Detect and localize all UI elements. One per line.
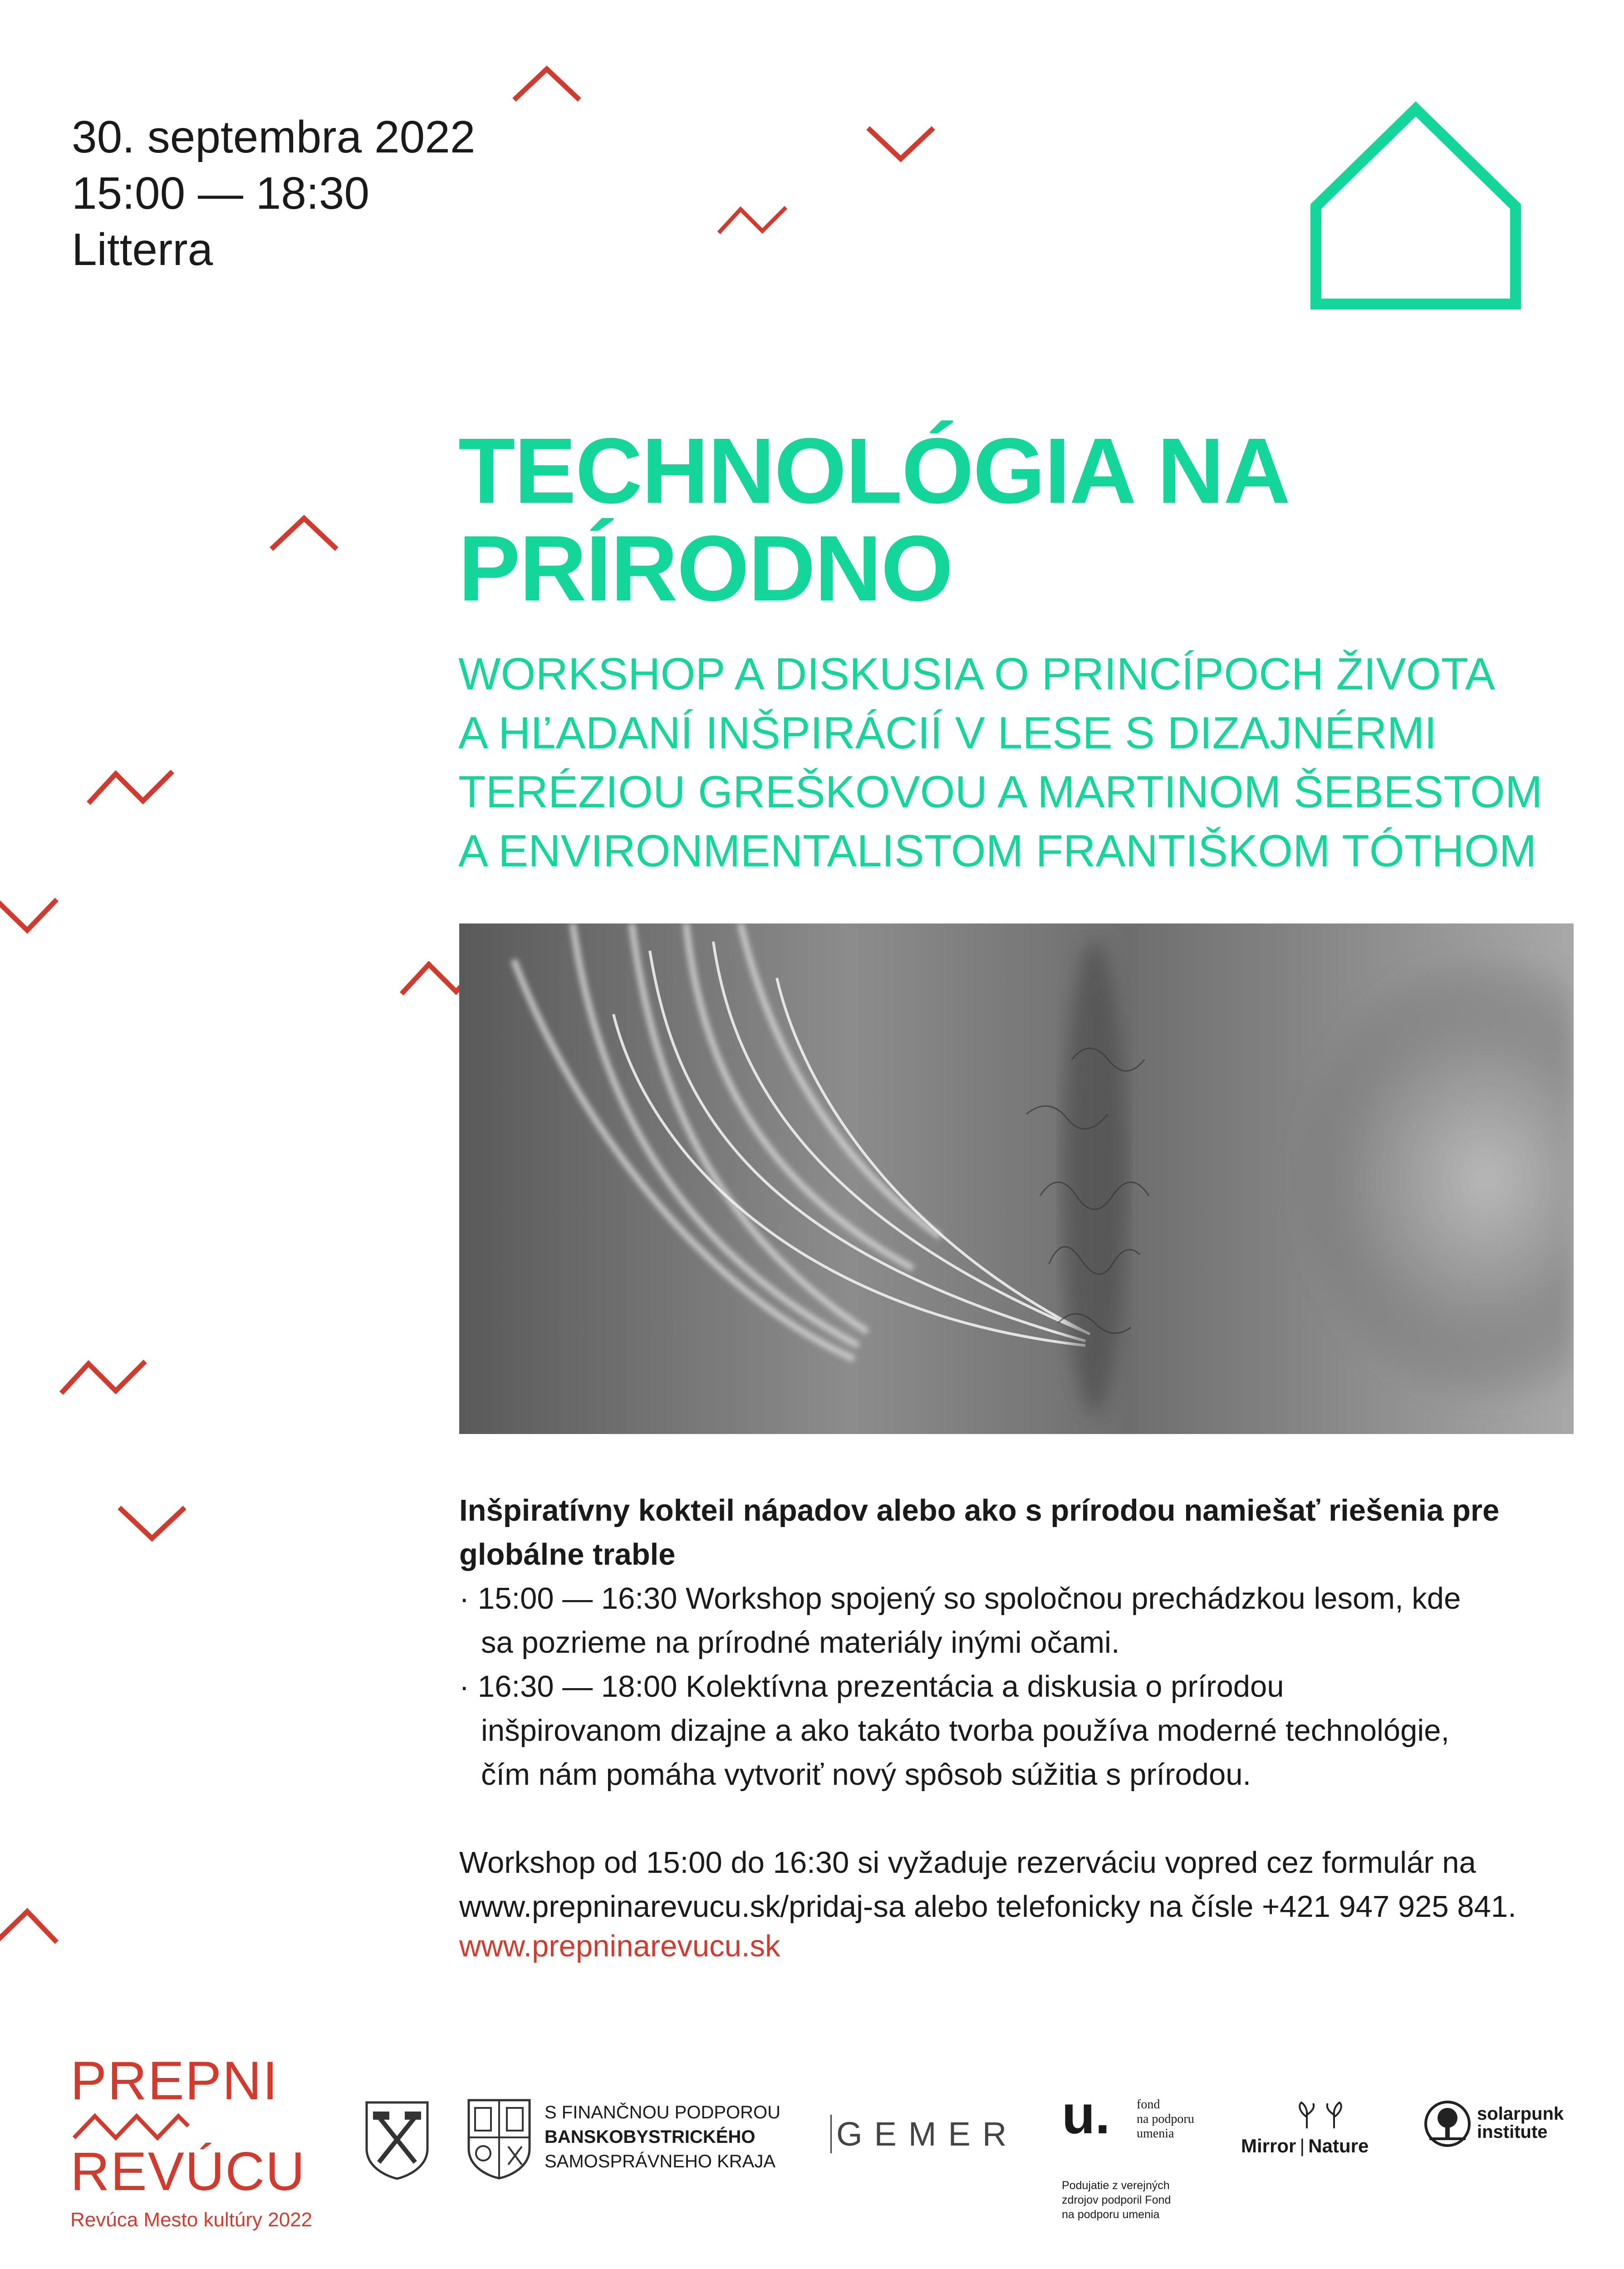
program-item-2-line-3: čím nám pomáha vytvoriť nový spôsob súžitia s prírodou. bbox=[481, 1758, 1251, 1792]
fond-logo-text bbox=[1137, 2097, 1194, 2141]
program-item-2 bbox=[459, 1665, 1594, 1797]
fond-line-1: fond bbox=[1137, 2097, 1160, 2112]
subtitle bbox=[458, 644, 1542, 880]
mirror-word: Mirror bbox=[1241, 2135, 1296, 2156]
logo-zigzag-icon bbox=[72, 2110, 190, 2141]
fond-note-3: na podporu umenia bbox=[1062, 2208, 1160, 2221]
reservation-line-2: www.prepninarevucu.sk/pridaj-sa alebo telefonicky na čísle +421 947 925 841. bbox=[459, 1890, 1516, 1924]
regional-support-text bbox=[545, 2100, 780, 2174]
page-title bbox=[458, 419, 1290, 620]
logo-word-prepni: PREPNI bbox=[70, 2050, 279, 2111]
fond-note-2: zdrojov podporil Fond bbox=[1062, 2194, 1171, 2206]
subtitle-line-1: WORKSHOP A DISKUSIA O PRINCÍPOCH ŽIVOTA bbox=[458, 648, 1495, 699]
prepni-revucu-logo bbox=[70, 2050, 324, 2231]
region-line-3: SAMOSPRÁVNEHO KRAJA bbox=[545, 2151, 776, 2171]
gemer-logo: GEMER bbox=[830, 2115, 1018, 2153]
nature-photo bbox=[459, 923, 1574, 1434]
subtitle-line-3: TERÉZIOU GREŠKOVOU A MARTINOM ŠEBESTOM bbox=[458, 766, 1543, 817]
fond-logo-letter: u. bbox=[1062, 2084, 1110, 2145]
website-link[interactable]: www.prepninarevucu.sk bbox=[459, 1929, 780, 1963]
title-line-1: TECHNOLÓGIA NA bbox=[458, 419, 1290, 523]
program-item-1-line-2: sa pozrieme na prírodné materiály inými očami. bbox=[481, 1626, 1120, 1660]
event-time: 15:00 — 18:30 bbox=[72, 168, 370, 219]
zigzag-icon bbox=[717, 200, 790, 241]
solarpunk-tree-icon bbox=[1423, 2099, 1472, 2149]
zigzag-icon bbox=[59, 1357, 150, 1398]
chevron-down-icon bbox=[116, 1502, 188, 1543]
solarpunk-logo bbox=[1477, 2105, 1564, 2141]
subtitle-line-2: A HĽADANÍ INŠPIRÁCIÍ V LESE S DIZAJNÉRMI bbox=[458, 707, 1437, 758]
nature-word: Nature bbox=[1308, 2135, 1369, 2156]
chevron-down-icon bbox=[0, 894, 59, 935]
solarpunk-line-2: institute bbox=[1477, 2122, 1548, 2142]
program-item-1 bbox=[459, 1577, 1594, 1665]
zigzag-icon bbox=[86, 767, 177, 808]
fond-support-note bbox=[1062, 2178, 1171, 2222]
bbsk-coat-of-arms-icon bbox=[465, 2097, 533, 2181]
lead-line-1: Inšpiratívny kokteil nápadov alebo ako s prírodou namiešať riešenia pre bbox=[459, 1493, 1500, 1527]
fibres-image bbox=[459, 923, 1574, 1434]
revuca-coat-of-arms-icon bbox=[363, 2099, 431, 2181]
title-line-2: PRÍRODNO bbox=[458, 516, 952, 620]
chevron-up-icon bbox=[510, 64, 583, 104]
reservation-line-1: Workshop od 15:00 do 16:30 si vyžaduje rezerváciu vopred cez formulár na bbox=[459, 1846, 1476, 1880]
region-line-1: S FINANČNOU PODPOROU bbox=[545, 2102, 781, 2122]
fond-note-1: Podujatie z verejných bbox=[1062, 2179, 1170, 2192]
chevron-down-icon bbox=[864, 123, 937, 163]
mirror-nature-logo: Mirror | Nature bbox=[1241, 2135, 1369, 2156]
subtitle-line-4: A ENVIRONMENTALISTOM FRANTIŠKOM TÓTHOM bbox=[458, 825, 1537, 876]
chevron-up-icon bbox=[268, 513, 340, 554]
chevron-up-icon bbox=[0, 1906, 59, 1947]
program-item-2-line-2: inšpirovanom dizajne a ako takáto tvorba používa moderné technológie, bbox=[481, 1714, 1450, 1748]
event-date: 30. septembra 2022 bbox=[72, 112, 476, 162]
program-item-1-line-1: · 15:00 — 16:30 Workshop spojený so spoločnou prechádzkou lesom, kde bbox=[459, 1581, 1461, 1616]
lead-line-2: globálne trable bbox=[459, 1537, 676, 1572]
program-item-2-line-1: · 16:30 — 18:00 Kolektívna prezentácia a diskusia o prírodou bbox=[459, 1670, 1284, 1704]
event-place: Litterra bbox=[72, 224, 213, 275]
house-icon bbox=[1307, 100, 1525, 313]
fond-line-3: umenia bbox=[1137, 2127, 1174, 2141]
mirror-nature-plant-icon bbox=[1280, 2099, 1361, 2131]
fond-line-2: na podporu bbox=[1137, 2112, 1194, 2126]
event-info bbox=[72, 109, 476, 278]
logo-word-revucu: REVÚCU bbox=[70, 2141, 306, 2202]
description bbox=[459, 1488, 1594, 1929]
logo-tagline: Revúca Mesto kultúry 2022 bbox=[70, 2209, 313, 2231]
region-line-2: BANSKOBYSTRICKÉHO bbox=[545, 2127, 756, 2147]
solarpunk-line-1: solarpunk bbox=[1477, 2104, 1564, 2124]
